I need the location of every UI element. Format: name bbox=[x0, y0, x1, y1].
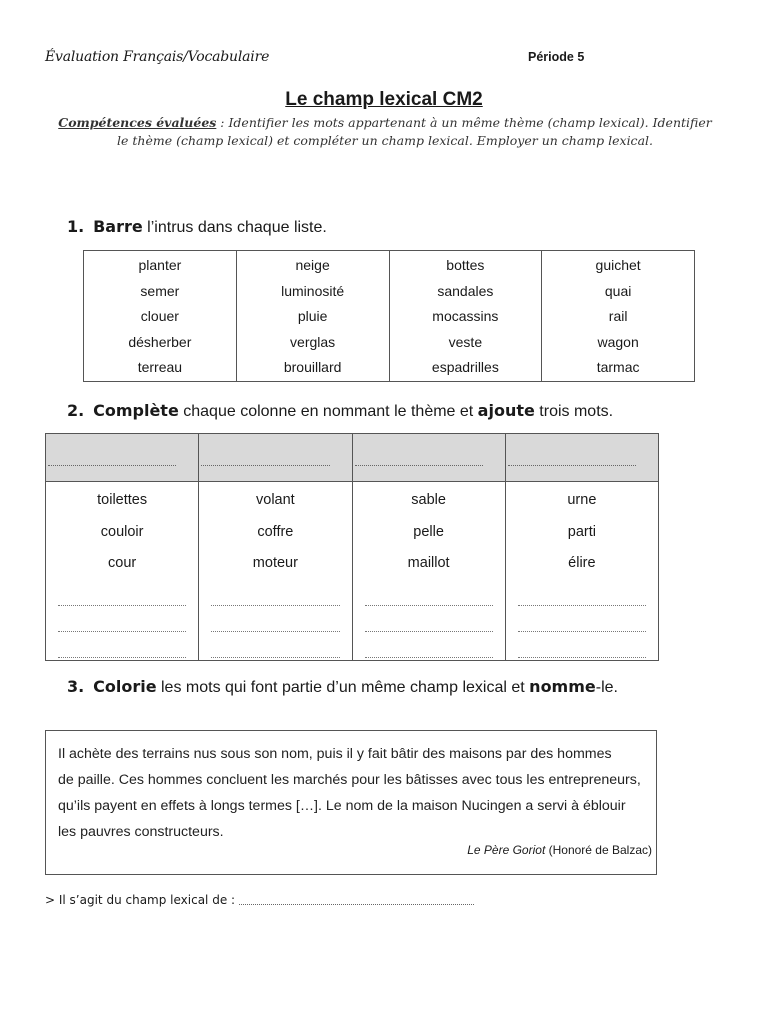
word-cell[interactable]: bottes bbox=[446, 257, 485, 273]
word-cell: sable bbox=[411, 492, 446, 508]
answer-field[interactable] bbox=[239, 903, 474, 905]
intrus-column bbox=[389, 251, 542, 382]
theme-column bbox=[199, 482, 352, 661]
word-cell: maillot bbox=[407, 555, 450, 571]
word-cell[interactable]: mocassins bbox=[432, 308, 499, 324]
header-period: Période 5 bbox=[528, 50, 585, 64]
answer-line[interactable] bbox=[365, 632, 493, 658]
answer-line[interactable] bbox=[211, 632, 339, 658]
word-cell[interactable]: clouer bbox=[140, 308, 179, 324]
question-1 bbox=[67, 217, 327, 237]
word-cell[interactable]: sandales bbox=[437, 282, 494, 299]
question-text: trois mots. bbox=[534, 403, 614, 420]
intrus-table bbox=[83, 250, 695, 382]
answer-label: > Il s’agit du champ lexical de : bbox=[45, 893, 239, 907]
answer-line[interactable] bbox=[58, 632, 186, 658]
theme-header-field[interactable] bbox=[199, 434, 352, 482]
question-2 bbox=[67, 401, 613, 421]
question-verb: nomme bbox=[529, 677, 596, 696]
dotted-line bbox=[508, 464, 636, 466]
word-cell[interactable]: tarmac bbox=[596, 359, 640, 375]
extract-line: Il achète des terrains nus sous son nom, puis il y fait bâtir des maisons par des hommes bbox=[58, 746, 612, 762]
question-text: chaque colonne en nommant le thème et bbox=[178, 403, 478, 420]
theme-column bbox=[352, 482, 505, 661]
header-subject: Évaluation Français/Vocabulaire bbox=[45, 49, 270, 65]
dotted-line bbox=[355, 464, 483, 466]
word-cell[interactable]: rail bbox=[608, 308, 628, 324]
extract-box bbox=[45, 730, 657, 875]
word-cell[interactable]: pluie bbox=[297, 308, 328, 324]
word-cell[interactable]: semer bbox=[140, 282, 180, 299]
extract-text[interactable] bbox=[58, 741, 644, 845]
answer-line[interactable] bbox=[365, 606, 493, 632]
answer-line[interactable] bbox=[518, 606, 646, 632]
competences bbox=[52, 114, 718, 150]
answer-line[interactable] bbox=[365, 580, 493, 606]
word-cell[interactable]: neige bbox=[295, 257, 330, 273]
source-title: Le Père Goriot bbox=[467, 843, 546, 857]
intrus-column bbox=[84, 251, 237, 382]
word-cell[interactable]: espadrilles bbox=[431, 359, 499, 375]
extract-source bbox=[58, 843, 652, 857]
word-cell: parti bbox=[567, 523, 596, 540]
word-cell[interactable]: luminosité bbox=[281, 282, 345, 299]
dotted-line bbox=[48, 464, 176, 466]
word-cell[interactable]: guichet bbox=[595, 257, 641, 273]
answer-line[interactable] bbox=[211, 606, 339, 632]
competences-label: Compétences évaluées bbox=[58, 115, 217, 130]
word-cell[interactable]: planter bbox=[138, 257, 182, 273]
question-number: 3. bbox=[67, 677, 85, 696]
page-title: Le champ lexical CM2 bbox=[285, 89, 483, 110]
answer-line[interactable] bbox=[518, 580, 646, 606]
extract-line: qu’ils payent en effets à longs termes […]. Le nom de la maison Nucingen a servi à éblouir bbox=[58, 798, 626, 814]
word-cell[interactable]: brouillard bbox=[283, 359, 342, 375]
word-cell[interactable]: veste bbox=[448, 333, 483, 350]
question-verb: ajoute bbox=[477, 401, 535, 420]
word-cell: cour bbox=[108, 555, 137, 571]
question-number: 2. bbox=[67, 401, 85, 420]
theme-header-field[interactable] bbox=[352, 434, 505, 482]
theme-column bbox=[505, 482, 658, 661]
question-text: l’intrus dans chaque liste. bbox=[142, 219, 327, 236]
theme-header-field[interactable] bbox=[46, 434, 199, 482]
word-cell[interactable]: terreau bbox=[137, 359, 183, 375]
question-3 bbox=[67, 677, 618, 697]
question-number: 1. bbox=[67, 217, 85, 236]
answer-line[interactable] bbox=[58, 606, 186, 632]
word-cell: urne bbox=[567, 492, 597, 508]
theme-table bbox=[45, 433, 659, 661]
theme-header-field[interactable] bbox=[505, 434, 658, 482]
word-cell: coffre bbox=[257, 523, 294, 540]
question-text: -le. bbox=[595, 679, 618, 696]
extract-line: les pauvres constructeurs. bbox=[58, 824, 224, 840]
answer-line[interactable] bbox=[518, 632, 646, 658]
question-verb: Complète bbox=[93, 401, 179, 420]
answer-line[interactable] bbox=[58, 580, 186, 606]
answer-prompt bbox=[45, 893, 474, 907]
dotted-line bbox=[201, 464, 329, 466]
question-verb: Colorie bbox=[93, 677, 157, 696]
word-cell[interactable]: wagon bbox=[597, 333, 639, 350]
word-cell[interactable]: quai bbox=[604, 282, 632, 299]
word-cell: toilettes bbox=[97, 492, 148, 508]
question-text: les mots qui font partie d’un même champ lexical et bbox=[156, 679, 530, 696]
competences-text: : Identifier les mots appartenant à un même thème (champ lexical). Identifier le thème (champ lexical) et compléter un champ lexical. Employer un champ lexical. bbox=[117, 115, 712, 148]
word-cell: pelle bbox=[413, 523, 444, 540]
extract-line: de paille. Ces hommes concluent les marchés pour les bâtisses avec tous les entrepreneurs, bbox=[58, 772, 641, 788]
word-cell[interactable]: désherber bbox=[128, 333, 192, 350]
intrus-column bbox=[542, 251, 695, 382]
word-cell[interactable]: verglas bbox=[290, 333, 336, 350]
word-cell: moteur bbox=[252, 555, 298, 571]
intrus-column bbox=[236, 251, 389, 382]
source-author: (Honoré de Balzac) bbox=[545, 843, 652, 857]
theme-column bbox=[46, 482, 199, 661]
question-verb: Barre bbox=[93, 217, 143, 236]
answer-line[interactable] bbox=[211, 580, 339, 606]
word-cell: élire bbox=[568, 555, 596, 571]
word-cell: volant bbox=[256, 492, 295, 508]
word-cell: couloir bbox=[100, 523, 144, 540]
